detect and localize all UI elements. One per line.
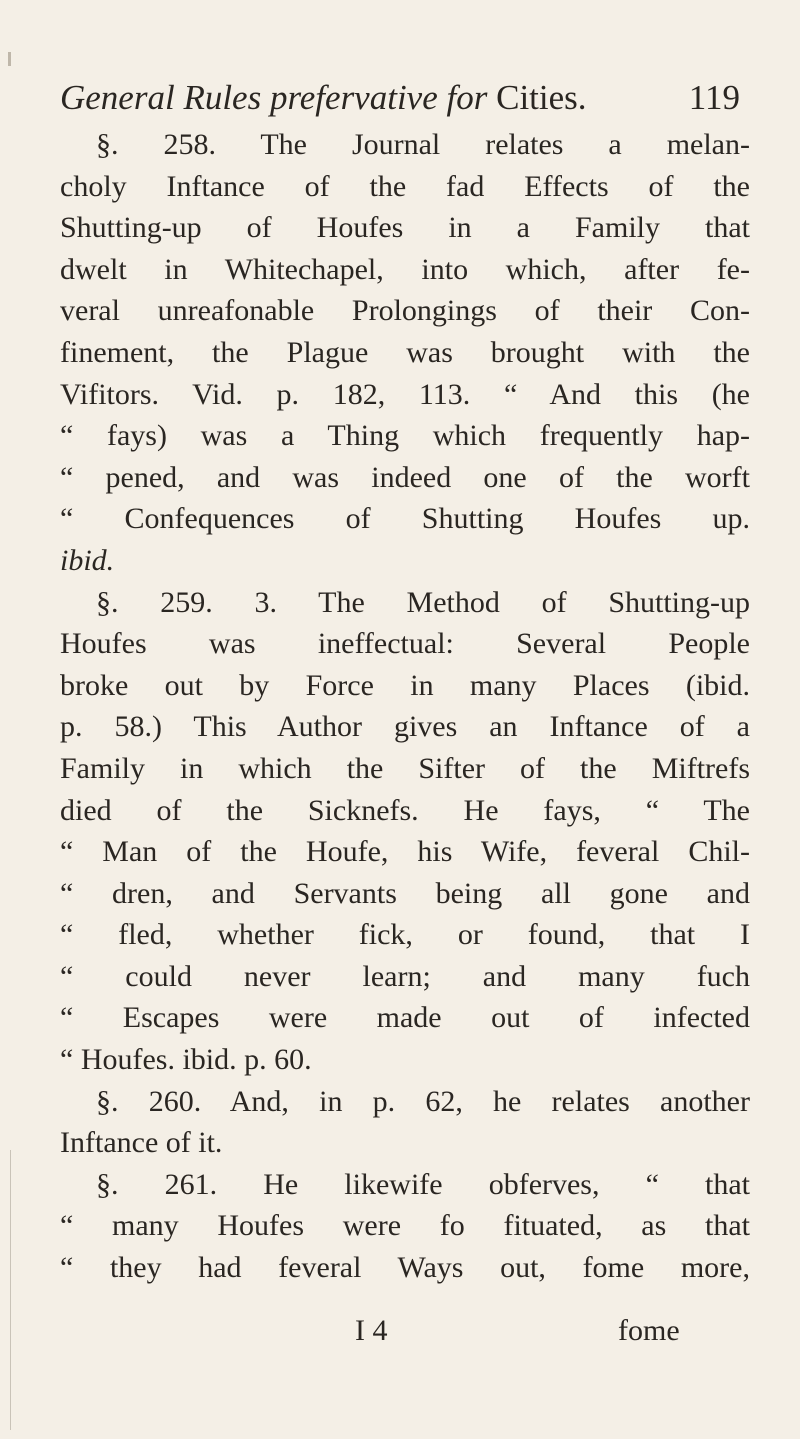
text-line: “ pened, and was indeed one of the worft: [60, 460, 750, 494]
text-line: §. 259. 3. The Method of Shutting-up: [96, 585, 750, 619]
running-title-italic: General Rules prefervative for: [60, 78, 488, 117]
text-line: “ dren, and Servants being all gone and: [60, 876, 750, 910]
text-line: p. 58.) This Author gives an Inftance of a: [60, 710, 750, 744]
text-line: Houfes was ineffectual: Several People: [60, 627, 750, 661]
text-line: “ fays) was a Thing which frequently hap-: [60, 419, 750, 453]
text-line: dwelt in Whitechapel, into which, after fe-: [60, 252, 750, 286]
catchword: fome: [618, 1314, 680, 1347]
text-line: choly Inftance of the fad Effects of the: [60, 169, 750, 203]
body-text: [60, 124, 750, 1289]
text-line: “ many Houfes were fo fituated, as that: [60, 1209, 750, 1243]
text-line: Inftance of it.: [60, 1126, 223, 1160]
text-line: “ Houfes. ibid. p. 60.: [60, 1043, 312, 1077]
page-edge-line: [10, 1150, 11, 1430]
text-line: Family in which the Sifter of the Miftrefs: [60, 751, 750, 785]
page-edge-mark: [8, 52, 11, 66]
text-line: “ Confequences of Shutting Houfes up.: [60, 502, 750, 536]
running-header: [60, 72, 740, 124]
text-line: died of the Sicknefs. He fays, “ The: [60, 793, 750, 827]
text-line: veral unreafonable Prolongings of their Con-: [60, 294, 750, 328]
text-line: §. 258. The Journal relates a melan-: [96, 128, 750, 161]
text-line: “ they had feveral Ways out, fome more,: [60, 1251, 750, 1285]
running-title-roman: Cities.: [496, 78, 587, 117]
text-line: Vifitors. Vid. p. 182, 113. “ And this (he: [60, 377, 750, 411]
text-line: §. 261. He likewife obferves, “ that: [96, 1167, 750, 1201]
text-line: “ Man of the Houfe, his Wife, feveral Chil-: [60, 835, 750, 869]
text-line: broke out by Force in many Places (ibid.: [60, 668, 750, 702]
text-line: “ fled, whether fick, or found, that I: [60, 918, 750, 952]
text-line: “ Escapes were made out of infected: [60, 1001, 750, 1035]
text-line: Shutting-up of Houfes in a Family that: [60, 211, 750, 245]
text-line: §. 260. And, in p. 62, he relates another: [96, 1084, 750, 1118]
page-number: 119: [688, 78, 740, 117]
signature-mark: I 4: [355, 1314, 388, 1347]
text-line: ibid.: [60, 543, 115, 577]
text-line: finement, the Plague was brought with the: [60, 335, 750, 369]
text-line: “ could never learn; and many fuch: [60, 959, 750, 993]
